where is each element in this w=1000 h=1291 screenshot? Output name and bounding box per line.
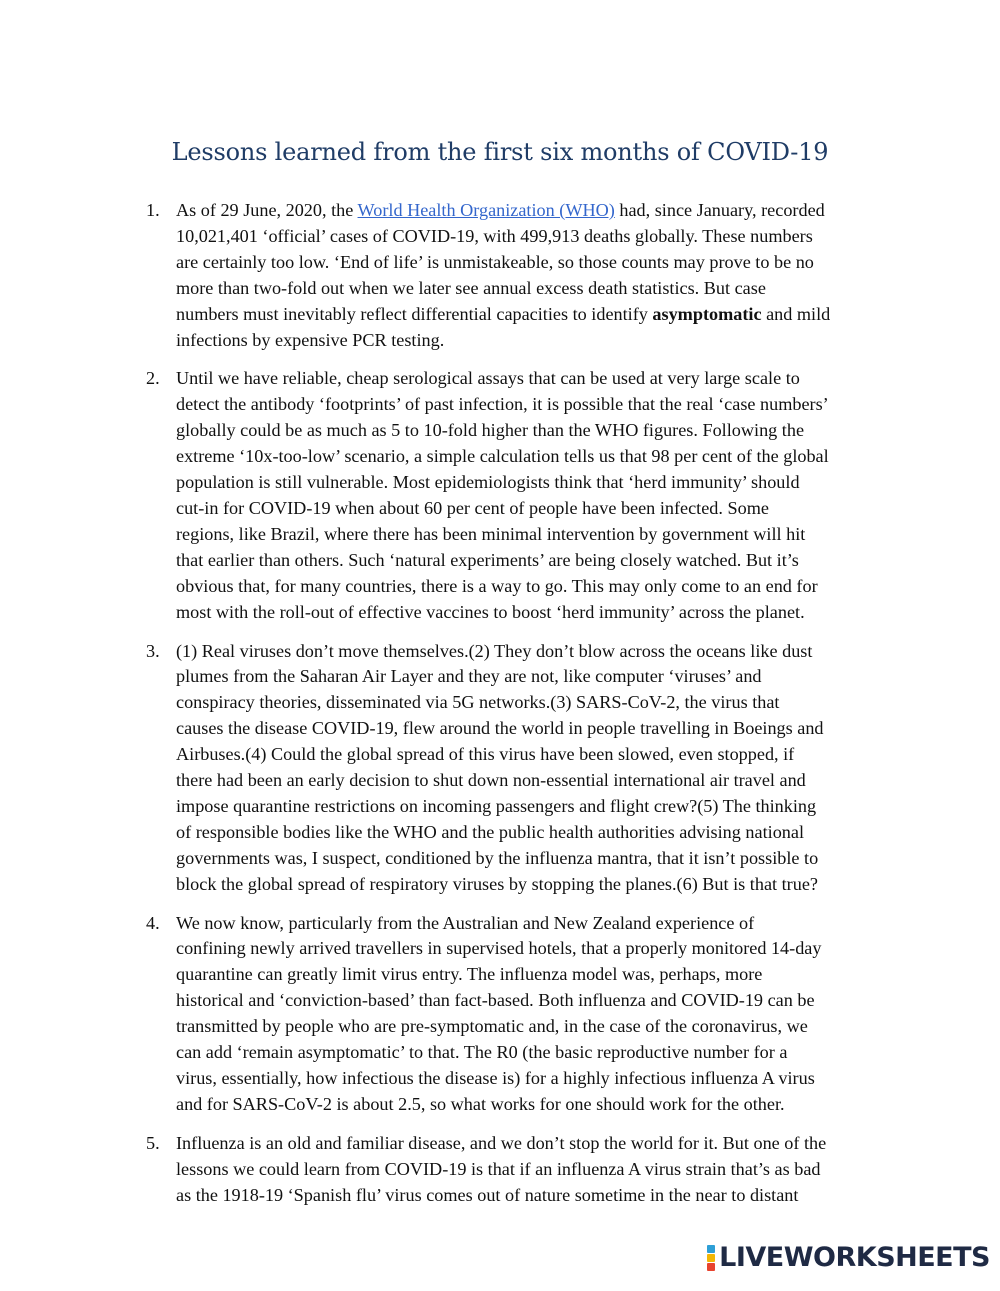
list-item: [0, 198, 884, 353]
paragraph-line: lessons we could learn from COVID-19 is that if an influenza A virus strain that’s as bad: [176, 1158, 821, 1179]
list-item: [0, 1131, 884, 1209]
paragraph-line: numbers must inevitably reflect differential capacities to identify asymptomatic and mild: [176, 303, 831, 324]
paragraph-line: causes the disease COVID-19, flew around the world in people travelling in Boeings and: [176, 718, 824, 739]
list-number: 2.: [146, 368, 160, 389]
paragraph-line: extreme ‘10x-too-low’ scenario, a simple calculation tells us that 98 per cent of the global: [176, 446, 829, 467]
who-link[interactable]: World Health Organization (WHO): [357, 200, 615, 220]
paragraph-line: impose quarantine restrictions on incoming passengers and flight crew?(5) The thinking: [176, 795, 817, 816]
paragraph-line: plumes from the Saharan Air Layer and they are not, like computer ‘viruses’ and: [176, 666, 762, 687]
list-number: 3.: [146, 640, 160, 661]
paragraph-line: more than two-fold out when we later see annual excess death statistics. But case: [176, 277, 766, 298]
paragraph-line: are certainly too low. ‘End of life’ is unmistakeable, so those counts may prove to be no: [176, 251, 814, 272]
paragraph-line: cut-in for COVID-19 when about 60 per cent of people have been infected. Some: [176, 497, 769, 518]
brand-name: LIVEWORKSHEETS: [719, 1242, 990, 1273]
page-title: Lessons learned from the first six months of COVID-19: [171, 138, 829, 166]
paragraph-line: virus, essentially, how infectious the disease is) for a highly infectious influenza A virus: [176, 1068, 815, 1088]
paragraph-line: 10,021,401 ‘official’ cases of COVID-19, with 499,913 deaths globally. These numbers: [176, 225, 813, 246]
list-number: 5.: [146, 1132, 160, 1153]
paragraph-line: As of 29 June, 2020, the World Health Organization (WHO) had, since January, recorded: [176, 200, 825, 220]
paragraph-line: conspiracy theories, disseminated via 5G networks.(3) SARS-CoV-2, the virus that: [176, 692, 780, 713]
paragraph-line: transmitted by people who are pre-symptomatic and, in the case of the coronavirus, we: [176, 1016, 808, 1037]
liveworksheets-logo-icon: [707, 1245, 715, 1271]
paragraph-line: there had been an early decision to shut down non-essential international air travel and: [176, 770, 806, 791]
paragraph-line: regions, like Brazil, where there has been minimal intervention by government will hit: [176, 523, 806, 544]
paragraph-line: (1) Real viruses don’t move themselves.(2) They don’t blow across the oceans like dust: [176, 640, 813, 661]
paragraph-line: that earlier than others. Such ‘natural experiments’ are being closely watched. But it’s: [176, 549, 799, 570]
paragraph-line: governments was, I suspect, conditioned by the influenza mantra, that it isn’t possible to: [176, 847, 819, 868]
paragraph-line: block the global spread of respiratory viruses by stopping the planes.(6) But is that true?: [176, 873, 818, 894]
liveworksheets-brand[interactable]: [707, 1242, 990, 1273]
numbered-list: [0, 198, 1000, 1222]
list-number: 4.: [146, 912, 160, 933]
paragraph-line: Until we have reliable, cheap serological assays that can be used at very large scale to: [176, 368, 800, 389]
list-number: 1.: [146, 200, 160, 220]
paragraph-line: population is still vulnerable. Most epidemiologists think that ‘herd immunity’ should: [176, 472, 800, 493]
paragraph-line: We now know, particularly from the Australian and New Zealand experience of: [176, 912, 755, 933]
logo-block: [707, 1245, 715, 1253]
paragraph-line: as the 1918-19 ‘Spanish flu’ virus comes out of nature sometime in the near to distant: [176, 1184, 799, 1205]
paragraph-line: and for SARS-CoV-2 is about 2.5, so what works for one should work for the other.: [176, 1093, 785, 1114]
paragraph-line: obvious that, for many countries, there is a way to go. This may only come to an end for: [176, 575, 818, 596]
paragraph-line: Airbuses.(4) Could the global spread of this virus have been slowed, even stopped, if: [176, 744, 795, 765]
paragraph-line: of responsible bodies like the WHO and the public health authorities advising national: [176, 821, 805, 842]
bold-term: asymptomatic: [652, 303, 762, 324]
paragraph-line: confining newly arrived travellers in supervised hotels, that a properly monitored 14-day: [176, 938, 822, 959]
paragraph-line: detect the antibody ‘footprints’ of past infection, it is possible that the real ‘case numbers’: [176, 394, 829, 415]
list-item: [0, 639, 884, 898]
paragraph-line: quarantine can greatly limit virus entry. The influenza model was, perhaps, more: [176, 964, 763, 985]
list-item: [0, 366, 884, 625]
paragraph-line: Influenza is an old and familiar disease, and we don’t stop the world for it. But one of the: [176, 1132, 827, 1153]
paragraph-line: infections by expensive PCR testing.: [176, 329, 445, 350]
logo-block: [707, 1263, 715, 1271]
paragraph-line: can add ‘remain asymptomatic’ to that. The R0 (the basic reproductive number for a: [176, 1042, 788, 1063]
paragraph-line: globally could be as much as 5 to 10-fold higher than the WHO figures. Following the: [176, 420, 805, 441]
list-item: [0, 911, 884, 1118]
paragraph-line: most with the roll-out of effective vaccines to boost ‘herd immunity’ across the planet.: [176, 601, 805, 622]
paragraph-line: historical and ‘conviction-based’ than fact-based. Both influenza and COVID-19 can be: [176, 990, 815, 1011]
logo-block: [707, 1254, 715, 1262]
